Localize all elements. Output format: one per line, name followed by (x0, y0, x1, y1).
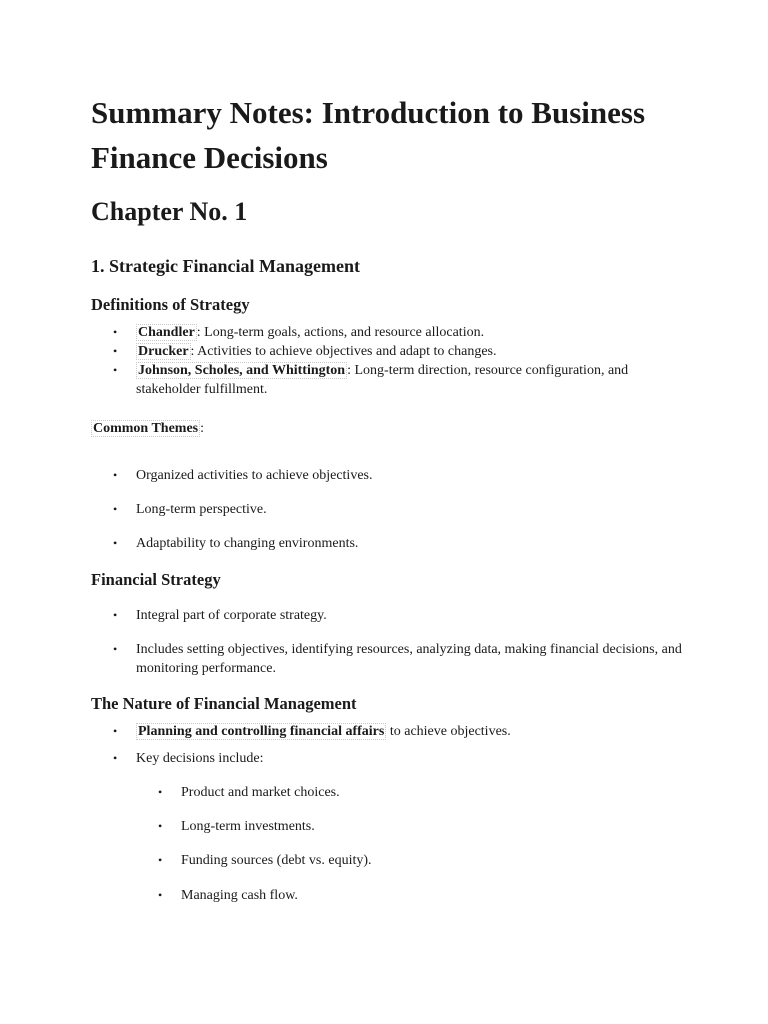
document-title: Summary Notes: Introduction to Business Finance Decisions (91, 95, 646, 175)
bullet-icon: • (113, 724, 118, 738)
list-item (91, 749, 691, 768)
bullet-icon: • (113, 642, 118, 656)
common-themes-list (91, 466, 691, 553)
nature-list (91, 722, 691, 905)
bullet-icon: • (113, 536, 118, 550)
bullet-icon: • (113, 325, 118, 339)
strategy-text: Includes setting objectives, identifying resources, analyzing data, making financial decisions, and monitoring performance. (136, 642, 682, 676)
decision-text: Long-term investments. (181, 819, 315, 834)
bullet-icon: • (158, 853, 163, 867)
bullet-icon: • (113, 608, 118, 622)
definition-term: Drucker (138, 344, 189, 359)
list-item (91, 640, 691, 678)
list-item (91, 466, 691, 485)
definition-text: : Long-term direction, resource configuration, and stakeholder fulfillment. (136, 363, 629, 397)
decision-text: Managing cash flow. (181, 888, 298, 903)
bullet-icon: • (158, 819, 163, 833)
nature-text: Key decisions include: (136, 751, 264, 766)
strategy-text: Integral part of corporate strategy. (136, 608, 327, 623)
list-item (91, 342, 691, 361)
list-item (91, 534, 691, 553)
definition-text: : Activities to achieve objectives and adapt to changes. (190, 344, 497, 359)
theme-text: Long-term perspective. (136, 502, 267, 517)
list-item (91, 323, 691, 342)
definition-term: Johnson, Scholes, and Whittington (138, 363, 346, 378)
bullet-icon: • (113, 363, 118, 377)
common-themes-term: Common Themes (93, 421, 199, 436)
sub-list-item (91, 851, 691, 870)
nature-term: Planning and controlling financial affairs (138, 724, 385, 739)
section-heading-strategic-financial-management: 1. Strategic Financial Management (91, 256, 360, 276)
common-themes-label (91, 419, 204, 438)
financial-strategy-list (91, 606, 691, 678)
common-themes-colon: : (200, 421, 205, 436)
bullet-icon: • (113, 502, 118, 516)
decision-text: Funding sources (debt vs. equity). (181, 853, 372, 868)
list-item (91, 606, 691, 625)
definition-text: : Long-term goals, actions, and resource allocation. (196, 325, 485, 340)
bullet-icon: • (113, 468, 118, 482)
subheading-financial-strategy: Financial Strategy (91, 570, 221, 589)
sub-list-item (91, 783, 691, 802)
definition-term: Chandler (138, 325, 195, 340)
chapter-heading: Chapter No. 1 (91, 197, 248, 226)
nature-text: to achieve objectives. (386, 724, 511, 739)
definitions-list (91, 323, 691, 399)
sub-list-item (91, 886, 691, 905)
sub-list-item (91, 817, 691, 836)
subheading-nature-of-financial-management: The Nature of Financial Management (91, 694, 357, 713)
bullet-icon: • (113, 344, 118, 358)
list-item (91, 500, 691, 519)
subheading-definitions-of-strategy: Definitions of Strategy (91, 295, 250, 314)
list-item (91, 361, 691, 399)
decision-text: Product and market choices. (181, 785, 340, 800)
bullet-icon: • (158, 785, 163, 799)
theme-text: Organized activities to achieve objectives. (136, 468, 373, 483)
bullet-icon: • (113, 751, 118, 765)
list-item (91, 722, 691, 741)
bullet-icon: • (158, 888, 163, 902)
theme-text: Adaptability to changing environments. (136, 536, 359, 551)
